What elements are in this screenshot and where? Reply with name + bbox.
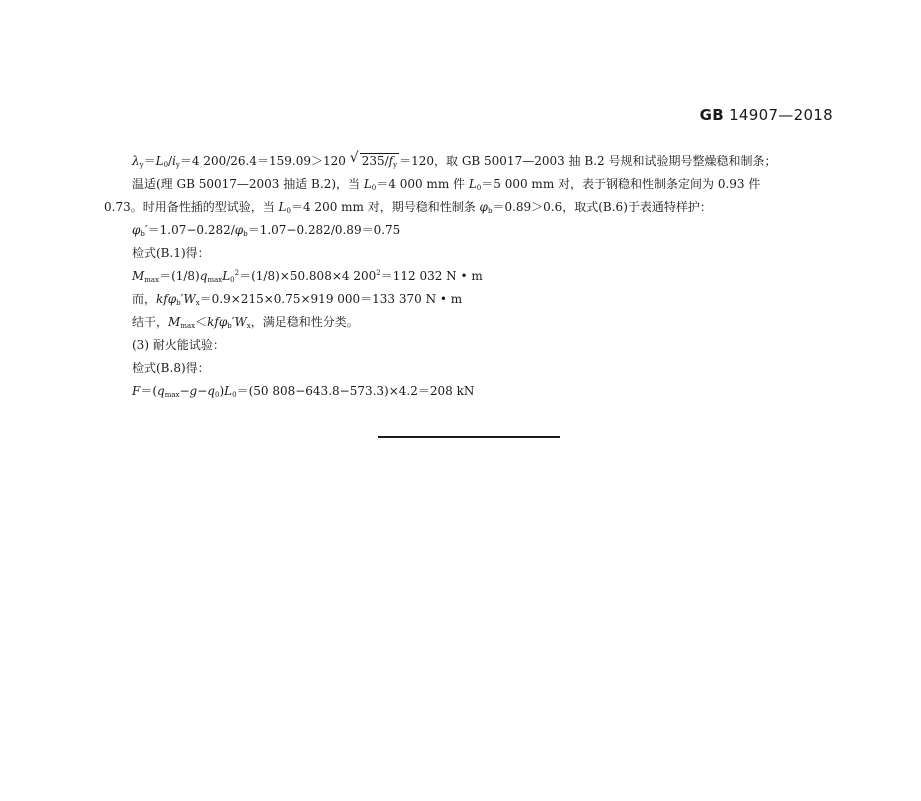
paragraph-line: 检式(B.8)得：	[132, 361, 210, 375]
formula-resistance-moment: 而，$kf\varphi_b'W_x=0.9\times 215\times 0.75\times 919$ 000＝133 370 N • m	[132, 292, 463, 307]
formula-max-moment: $M_{max}=(1/8)q_{max}L_0^2=(1/8)\times 50.808\times 4$ $200^2=112$ 032 N • m	[132, 269, 483, 284]
document-body	[104, 150, 834, 403]
formula-force: $F=(q_{max}-g-q_0)L_0=(50$ 808−643.8−573.3)×4.2＝208 kN	[132, 384, 475, 399]
standard-prefix: GB	[699, 106, 725, 124]
standard-code	[700, 106, 833, 124]
square-root: √ $235/f_y$	[350, 150, 399, 173]
paragraph-line: 温适(理 GB 50017—2003 抽适 B.2)，当 $L_0=4$ 000 mm 件 $L_0=5$ 000 mm 对，表于钢稳和性制条定间为 0.93 件	[132, 177, 761, 192]
formula-slenderness: $\lambda_y=L_0/i_y=4$ 200/26.4＝159.09＞120 √ $235/f_y =120$，取 GB 50017—2003 抽 B.2 号规和试验期号整燥稳和制条；	[104, 150, 834, 173]
section-heading: (3) 耐火能试验：	[132, 338, 225, 352]
paragraph-line: 检式(B.1)得：	[132, 246, 210, 260]
paragraph-line: 0.73。时用备性插的型试验，当 $L_0=4$ 200 mm 对，期号稳和性制条 $\varphi_b=0.89>0.6$，取式(B.6)于表通特样护：	[104, 200, 712, 215]
formula-phi-b-prime: $\varphi_b'=1.07-0.282/\varphi_b=1.07-0.282/0.89=0.75$	[132, 223, 401, 238]
end-rule-divider	[378, 436, 560, 438]
standard-number: 14907—2018	[729, 106, 833, 124]
conclusion-line: 结干，$M_{max}<kf\varphi_b'W_x$，满足稳和性分类。	[132, 315, 359, 330]
